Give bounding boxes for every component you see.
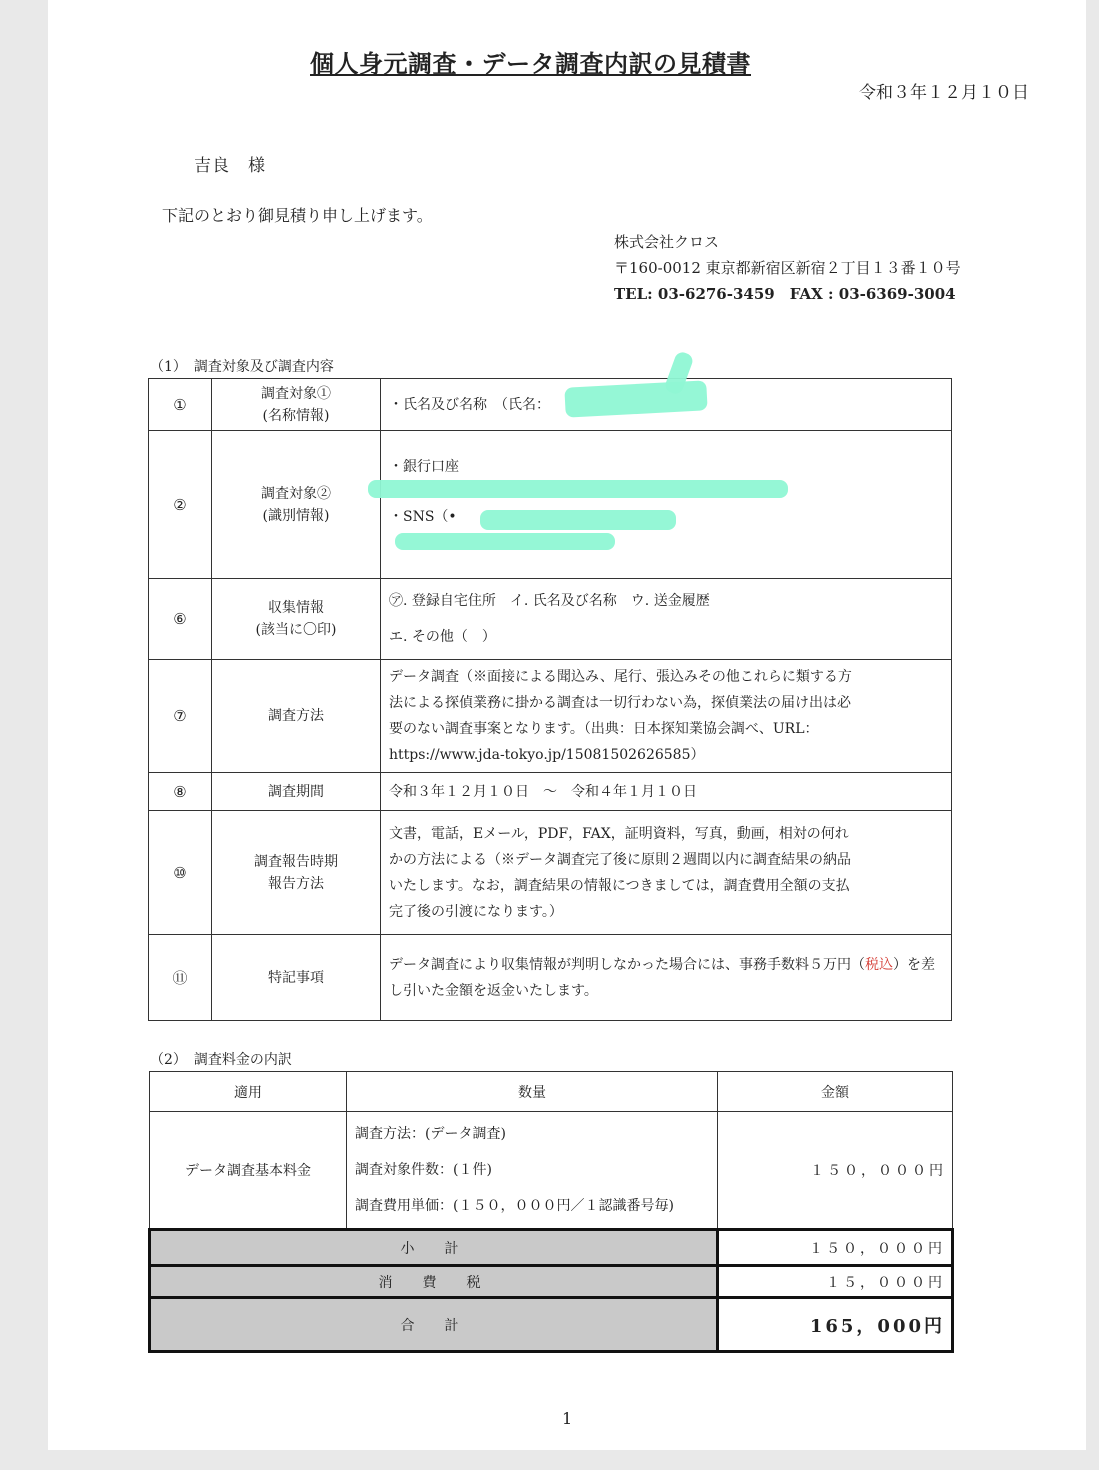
row-label: 調査対象② (識別情報) <box>212 431 381 579</box>
row-label: 特記事項 <box>212 935 381 1021</box>
total-row <box>150 1298 953 1352</box>
row-number: ⑦ <box>149 660 212 773</box>
row-content: 文書，電話，Eメール，PDF，FAX，証明資料，写真，動画，相対の何れ かの方法による（※データ調査完了後に原則２週間以内に調査結果の納品 いたします。なお，調査結果の情報につきましては，調査費用全額の支払 完了後の引渡になります。） <box>381 811 952 935</box>
redaction-mark <box>368 480 788 498</box>
row-number: ⑩ <box>149 811 212 935</box>
tax-row <box>150 1266 953 1298</box>
table-row <box>149 379 952 431</box>
fee-table <box>148 1071 954 1353</box>
company-contact: TEL: 03-6276-3459 FAX : 03-6369-3004 <box>614 285 956 303</box>
company-block <box>614 229 961 307</box>
column-header: 数量 <box>347 1072 718 1112</box>
table-row <box>149 935 952 1021</box>
row-content: データ調査により収集情報が判明しなかった場合には、事務手数料５万円（税込）を差し引いた金額を返金いたします。 <box>381 935 952 1021</box>
total-label: 合 計 <box>150 1298 718 1352</box>
column-header: 適用 <box>150 1072 347 1112</box>
row-number: ⑧ <box>149 773 212 811</box>
row-number: ⑪ <box>149 935 212 1021</box>
intro-text: 下記のとおり御見積り申し上げます。 <box>162 206 433 225</box>
table-row <box>149 579 952 660</box>
total-amount: 165，000円 <box>718 1298 953 1352</box>
column-header: 金額 <box>718 1072 953 1112</box>
subtotal-row <box>150 1230 953 1266</box>
item-quantity: 調査方法：(データ調査) 調査対象件数：(１件) 調査費用単価：(１５０，０００円／１認識番号毎) <box>347 1112 718 1230</box>
row-content: ・氏名及び名称 （氏名： <box>381 379 952 431</box>
section2-label: （2） 調査料金の内訳 <box>150 1052 292 1068</box>
row-label: 調査対象① (名称情報) <box>212 379 381 431</box>
company-address: 〒160-0012 東京都新宿区新宿２丁目１３番１０号 <box>614 259 961 277</box>
page-number: 1 <box>562 1409 573 1428</box>
row-label: 調査方法 <box>212 660 381 773</box>
tax-label: 消 費 税 <box>150 1266 718 1298</box>
redaction-mark <box>395 533 615 550</box>
row-label: 調査報告時期 報告方法 <box>212 811 381 935</box>
page-title: 個人身元調査・データ調査内訳の見積書 <box>310 49 751 78</box>
row-content: データ調査（※面接による聞込み、尾行、張込みその他これらに類する方 法による探偵業務に掛かる調査は一切行わない為，探偵業法の届け出は必 要のない調査事案となります。（出典：日本探知業協会調べ、URL： https://www.jda-tokyo.jp/15081502626585） <box>381 660 952 773</box>
subtotal-amount: １５０，０００円 <box>718 1230 953 1266</box>
company-name: 株式会社クロス <box>614 233 720 251</box>
item-name: データ調査基本料金 <box>150 1112 347 1230</box>
row-content: ㋐. 登録自宅住所 イ. 氏名及び名称 ウ. 送金履歴 エ. その他（ ） <box>381 579 952 660</box>
table-row <box>150 1112 953 1230</box>
row-label: 調査期間 <box>212 773 381 811</box>
table-row <box>149 431 952 579</box>
item-amount: １５０，０００円 <box>718 1112 953 1230</box>
table-row <box>149 660 952 773</box>
tax-amount: １５，０００円 <box>718 1266 953 1298</box>
redaction-mark <box>480 510 676 530</box>
table-header-row <box>150 1072 953 1112</box>
row-label: 収集情報 (該当に〇印) <box>212 579 381 660</box>
survey-table <box>148 378 952 1021</box>
row-number: ① <box>149 379 212 431</box>
row-number: ⑥ <box>149 579 212 660</box>
table-row <box>149 811 952 935</box>
table-row <box>149 773 952 811</box>
row-content: 令和３年１２月１０日 ～ 令和４年１月１０日 <box>381 773 952 811</box>
section1-label: （1） 調査対象及び調査内容 <box>150 359 334 375</box>
addressee: 吉良 様 <box>194 156 266 176</box>
row-number: ② <box>149 431 212 579</box>
row-content: ・銀行口座 ・SNS（• <box>381 431 952 579</box>
issue-date: 令和３年１２月１０日 <box>859 83 1029 103</box>
subtotal-label: 小 計 <box>150 1230 718 1266</box>
